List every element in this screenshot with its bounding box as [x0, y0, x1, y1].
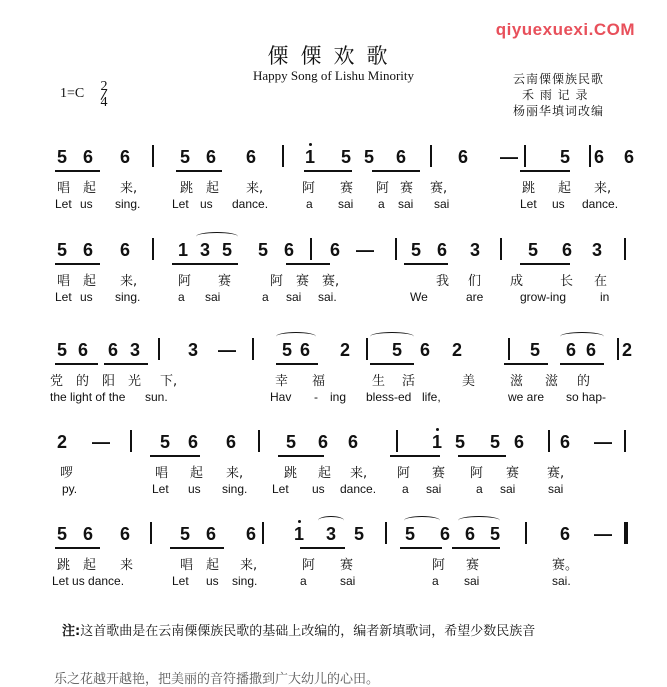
slur [318, 516, 344, 525]
note: 5 [282, 340, 293, 360]
lyric-english: Let [55, 290, 72, 304]
note: 6 [420, 340, 431, 360]
lyric-chinese: 阿 [397, 466, 411, 481]
note: 6 [83, 524, 94, 544]
note: 5 [180, 524, 191, 544]
note: 2 [622, 340, 633, 360]
lyric-chinese: 党 [50, 374, 64, 389]
lyric-english: sai [340, 574, 356, 588]
lyric-chinese: 阳 [102, 374, 116, 389]
beam-underline [55, 263, 100, 265]
note: 6 [83, 147, 94, 167]
beam-underline [55, 547, 100, 549]
note: 5 [411, 240, 422, 260]
note: 6 [437, 240, 448, 260]
beam-underline [390, 455, 440, 457]
slur [560, 332, 604, 341]
note: 2 [452, 340, 463, 360]
note: 5 [455, 432, 466, 452]
beam-underline [458, 455, 506, 457]
lyric-chinese: 活 [402, 374, 416, 389]
lyric-chinese: 赛 [340, 181, 354, 196]
note: 6 [246, 524, 257, 544]
beam-underline [370, 363, 414, 365]
slur [458, 516, 500, 525]
dash-extension: — [356, 240, 374, 260]
note: 3 [200, 240, 211, 260]
lyric-chinese: 美 [462, 374, 476, 389]
lyric-english: dance. [232, 197, 269, 211]
note: 6 [465, 524, 476, 544]
note: 1 [305, 147, 316, 167]
lyric-english: us [552, 197, 565, 211]
lyric-chinese: 来, [594, 181, 612, 196]
note: 5 [160, 432, 171, 452]
bar-line [524, 145, 526, 167]
note: 5 [364, 147, 375, 167]
note: 3 [188, 340, 199, 360]
credit-origin: 云南傈傈族民歌 [513, 72, 605, 86]
lyric-english: a [402, 482, 409, 496]
lyric-chinese: 生 [372, 374, 386, 389]
lyric-english: Let us dance. [52, 574, 125, 588]
song-subtitle: Happy Song of Lishu Minority [252, 68, 415, 83]
beam-underline [104, 363, 148, 365]
octave-dot [298, 520, 301, 523]
beam-underline [400, 547, 442, 549]
lyric-english: us [80, 290, 93, 304]
note: 6 [226, 432, 237, 452]
lyric-chinese: 下, [160, 374, 178, 389]
lyric-chinese: 赛, [430, 181, 448, 196]
note: 6 [318, 432, 329, 452]
lyric-chinese: 来, [240, 558, 258, 573]
lyric-english: sai. [552, 574, 571, 588]
note: 6 [330, 240, 341, 260]
lyric-chinese: 赛。 [552, 558, 579, 573]
bar-line [282, 145, 284, 167]
lyric-english: Let [172, 197, 189, 211]
credit-lyricist: 杨丽华填词改编 [513, 104, 605, 118]
lyric-chinese: 唱 [57, 181, 71, 196]
lyric-chinese: 赛, [547, 466, 565, 481]
note: 6 [83, 240, 94, 260]
note: 5 [490, 524, 501, 544]
beam-underline [304, 170, 352, 172]
bar-line [589, 145, 591, 167]
bar-line [396, 430, 398, 452]
lyric-chinese: 阿 [470, 466, 484, 481]
bar-line [152, 238, 154, 260]
lyric-chinese: 起 [558, 181, 572, 196]
note: 5 [530, 340, 541, 360]
lyric-chinese: 来, [120, 181, 138, 196]
bar-line [366, 338, 368, 360]
lyric-chinese: 起 [83, 274, 97, 289]
note: 6 [458, 147, 469, 167]
bar-line [158, 338, 160, 360]
lyric-english: sing. [115, 290, 141, 304]
note: 5 [392, 340, 403, 360]
lyric-english: grow-ing [520, 290, 567, 304]
lyric-english: dance. [340, 482, 377, 496]
note: 6 [120, 524, 131, 544]
bar-line [262, 522, 264, 544]
note: 6 [246, 147, 257, 167]
lyric-english: Let [152, 482, 169, 496]
lyric-chinese: 啰 [60, 466, 74, 481]
bar-line [385, 522, 387, 544]
lyric-english: sai [500, 482, 516, 496]
lyric-chinese: 起 [83, 558, 97, 573]
note: 6 [560, 524, 571, 544]
lyric-english: Let [172, 574, 189, 588]
lyric-chinese: 滋 [545, 374, 559, 389]
note: 5 [405, 524, 416, 544]
lyric-chinese: 来, [120, 274, 138, 289]
lyric-english: us [200, 197, 213, 211]
lyric-english: us [188, 482, 201, 496]
beam-underline [55, 170, 100, 172]
lyric-english: sai [398, 197, 414, 211]
lyric-english: sai [205, 290, 221, 304]
lyric-chinese: 的 [577, 374, 591, 389]
lyric-english: - [314, 390, 318, 404]
lyric-chinese: 来, [226, 466, 244, 481]
beam-underline [560, 363, 604, 365]
lyric-chinese: 来 [120, 558, 134, 573]
note: 5 [57, 524, 68, 544]
note: 1 [178, 240, 189, 260]
lyric-chinese: 来, [246, 181, 264, 196]
lyric-english: sun. [145, 390, 168, 404]
bar-line [525, 522, 527, 544]
lyric-english: sing. [232, 574, 258, 588]
lyric-chinese: 滋 [510, 374, 524, 389]
note: 5 [341, 147, 352, 167]
slur [370, 332, 414, 341]
octave-dot [436, 428, 439, 431]
lyric-chinese: 赛 [296, 274, 310, 289]
lyric-chinese: 赛 [340, 558, 354, 573]
lyric-chinese: 赛 [218, 274, 232, 289]
dash-extension: — [594, 524, 612, 544]
lyric-english: sing. [222, 482, 248, 496]
note: 6 [300, 340, 311, 360]
lyric-chinese: 光 [128, 374, 142, 389]
lyric-chinese: 来, [350, 466, 368, 481]
note: 1 [432, 432, 443, 452]
beam-underline [504, 363, 548, 365]
footnote-continued: 乐之花越开越艳，把美丽的音符播撒到广大幼儿的心田。 [54, 672, 380, 687]
lyric-chinese: 赛 [432, 466, 446, 481]
meter-bottom: 4 [100, 95, 108, 110]
lyric-chinese: 起 [206, 181, 220, 196]
note: 2 [340, 340, 351, 360]
note: 5 [57, 147, 68, 167]
final-bar-line [624, 522, 628, 544]
beam-underline [404, 263, 448, 265]
beam-underline [372, 170, 420, 172]
note: 6 [206, 524, 217, 544]
note: 6 [624, 147, 635, 167]
lyric-english: sai. [318, 290, 337, 304]
note: 2 [57, 432, 68, 452]
meter-top: 2 [100, 79, 108, 94]
note: 3 [326, 524, 337, 544]
bar-line [500, 238, 502, 260]
beam-underline [170, 547, 224, 549]
beam-underline [55, 363, 98, 365]
lyric-english: sing. [115, 197, 141, 211]
note: 6 [514, 432, 525, 452]
lyric-chinese: 在 [594, 274, 608, 289]
lyric-chinese: 起 [318, 466, 332, 481]
note: 3 [592, 240, 603, 260]
note: 6 [396, 147, 407, 167]
note: 5 [528, 240, 539, 260]
lyric-chinese: 赛, [322, 274, 340, 289]
beam-underline [278, 455, 324, 457]
lyric-english: life, [422, 390, 441, 404]
note: 5 [490, 432, 501, 452]
lyric-chinese: 赛 [466, 558, 480, 573]
key-signature: 1=C [60, 86, 85, 101]
note: 5 [258, 240, 269, 260]
lyric-english: Let [55, 197, 72, 211]
beam-underline [286, 263, 330, 265]
lyric-chinese: 赛 [506, 466, 520, 481]
lyric-english: so hap- [566, 390, 607, 404]
note: 6 [120, 240, 131, 260]
lyric-english: bless-ed [366, 390, 412, 404]
bar-line [508, 338, 510, 360]
lyric-english: a [432, 574, 439, 588]
note: 6 [188, 432, 199, 452]
lyric-english: a [300, 574, 307, 588]
octave-dot [309, 143, 312, 146]
lyric-english: sai [338, 197, 354, 211]
lyric-chinese: 阿 [270, 274, 284, 289]
slur [276, 332, 316, 341]
dash-extension: — [500, 147, 518, 167]
bar-line [310, 238, 312, 260]
bar-line [150, 522, 152, 544]
note: 6 [586, 340, 597, 360]
lyric-english: us [80, 197, 93, 211]
beam-underline [520, 263, 570, 265]
lyric-english: us [206, 574, 219, 588]
footnote [62, 620, 535, 639]
bar-line [617, 338, 619, 360]
lyric-chinese: 的 [76, 374, 90, 389]
lyric-english: sai [426, 482, 442, 496]
lyric-chinese: 阿 [376, 181, 390, 196]
lyric-chinese: 我 [436, 274, 450, 289]
dash-extension: — [92, 432, 110, 452]
lyric-chinese: 跳 [57, 558, 71, 573]
watermark: qiyuexuexi.COM [495, 20, 635, 39]
lyric-english: we are [508, 390, 545, 404]
bar-line [152, 145, 154, 167]
credit-recorder: 禾 雨 记 录 [522, 88, 589, 102]
lyric-chinese: 长 [560, 274, 574, 289]
lyric-english: dance. [582, 197, 619, 211]
lyric-chinese: 福 [312, 374, 326, 389]
beam-underline [276, 363, 318, 365]
note: 6 [562, 240, 573, 260]
lyric-english: sai [464, 574, 480, 588]
beam-underline [300, 547, 345, 549]
note: 5 [57, 340, 68, 360]
lyric-chinese: 起 [206, 558, 220, 573]
note: 1 [294, 524, 305, 544]
bar-line [258, 430, 260, 452]
lyric-english: are [466, 290, 484, 304]
lyric-chinese: 跳 [284, 466, 298, 481]
note: 6 [440, 524, 451, 544]
lyric-english: py. [62, 482, 78, 496]
note: 5 [57, 240, 68, 260]
lyric-chinese: 阿 [432, 558, 446, 573]
lyric-chinese: 唱 [180, 558, 194, 573]
bar-line [430, 145, 432, 167]
dash-extension: — [218, 340, 236, 360]
beam-underline [520, 170, 570, 172]
bar-line [548, 430, 550, 452]
note: 6 [566, 340, 577, 360]
lyric-english: a [476, 482, 483, 496]
lyric-chinese: 唱 [57, 274, 71, 289]
beam-underline [150, 455, 200, 457]
note: 5 [180, 147, 191, 167]
lyric-chinese: 唱 [155, 466, 169, 481]
bar-line [130, 430, 132, 452]
lyric-chinese: 起 [190, 466, 204, 481]
note: 5 [354, 524, 365, 544]
lyric-english: a [306, 197, 313, 211]
lyric-chinese: 阿 [178, 274, 192, 289]
lyric-english: Let [272, 482, 289, 496]
beam-underline [452, 547, 500, 549]
lyric-english: ing [330, 390, 347, 404]
lyric-english: Hav [270, 390, 292, 404]
lyric-english: sai [548, 482, 564, 496]
note: 5 [222, 240, 233, 260]
song-title: 傈傈欢歌 [267, 44, 400, 68]
lyric-chinese: 跳 [522, 181, 536, 196]
lyric-english: sai [286, 290, 302, 304]
slur [404, 516, 440, 525]
lyric-english: Let [520, 197, 537, 211]
dash-extension: — [594, 432, 612, 452]
note: 6 [348, 432, 359, 452]
lyric-chinese: 阿 [302, 181, 316, 196]
footnote-label: 注: [62, 624, 81, 639]
note: 6 [120, 147, 131, 167]
lyric-english: a [262, 290, 269, 304]
bar-line [624, 430, 626, 452]
lyric-chinese: 幸 [275, 374, 289, 389]
lyric-chinese: 们 [468, 274, 482, 289]
bar-line [624, 238, 626, 260]
note: 6 [206, 147, 217, 167]
footnote-text: 这首歌曲是在云南傈傈族民歌的基础上改编的，编者新填歌词，希望少数民族音 [80, 624, 536, 639]
note: 3 [130, 340, 141, 360]
lyric-chinese: 跳 [180, 181, 194, 196]
note: 5 [286, 432, 297, 452]
lyric-english: the light of the [50, 390, 126, 404]
bar-line [252, 338, 254, 360]
slur [196, 232, 238, 241]
note: 6 [560, 432, 571, 452]
note: 6 [284, 240, 295, 260]
bar-line [395, 238, 397, 260]
beam-underline [176, 170, 222, 172]
beam-underline [172, 263, 238, 265]
lyric-english: sai [434, 197, 450, 211]
lyric-english: a [178, 290, 185, 304]
note: 5 [560, 147, 571, 167]
lyric-chinese: 起 [83, 181, 97, 196]
lyric-english: We [410, 290, 428, 304]
lyric-chinese: 赛 [400, 181, 414, 196]
lyric-english: in [600, 290, 610, 304]
lyric-english: a [378, 197, 385, 211]
lyric-english: us [312, 482, 325, 496]
lyric-chinese: 阿 [302, 558, 316, 573]
time-signature [98, 79, 110, 110]
note: 6 [78, 340, 89, 360]
note: 6 [594, 147, 605, 167]
note: 6 [108, 340, 119, 360]
lyric-chinese: 成 [510, 274, 524, 289]
note: 3 [470, 240, 481, 260]
